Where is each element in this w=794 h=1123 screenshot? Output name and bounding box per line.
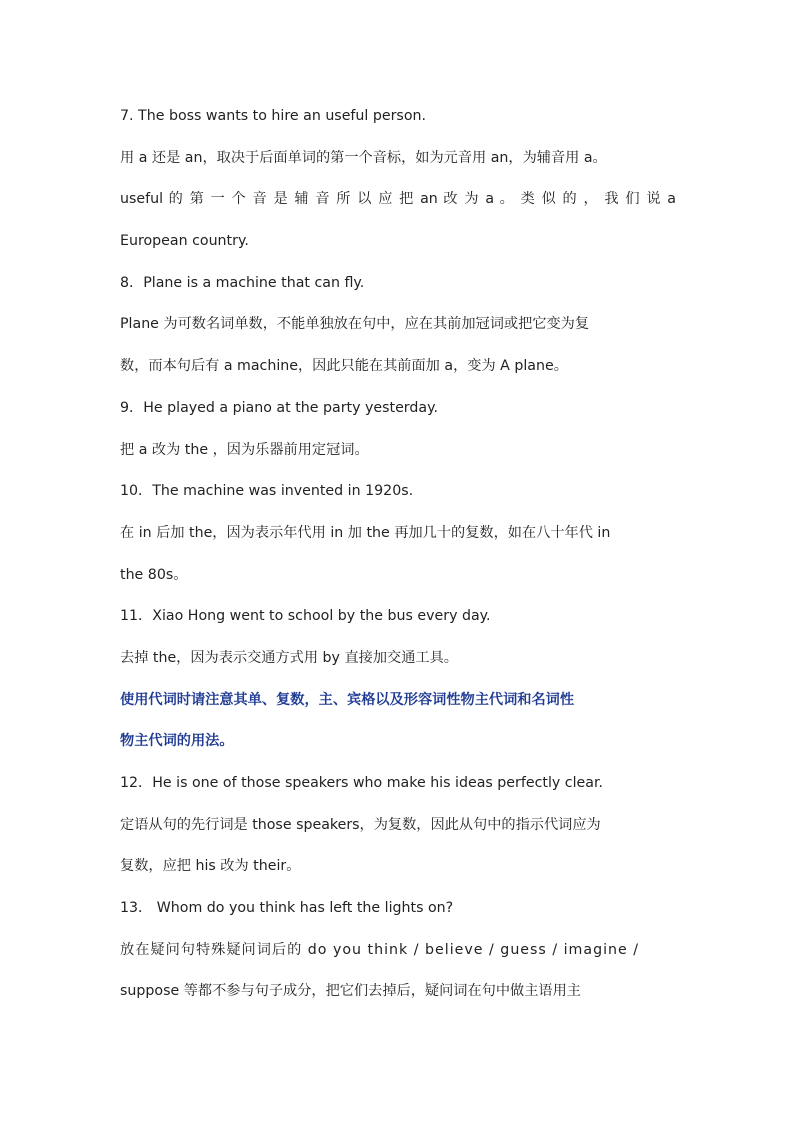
explanation-7-line-2: useful 的 第 一 个 音 是 辅 音 所 以 应 把 an 改 为 a 。 类 似 的 ， 我 们 说 a	[120, 191, 676, 208]
question-9: 9．He played a piano at the party yesterday.	[120, 399, 438, 416]
question-7: 7. The boss wants to hire an useful person.	[120, 108, 427, 124]
explanation-11: 去掉 the，因为表示交通方式用 by 直接加交通工具。	[120, 649, 458, 666]
explanation-13-line-2: suppose 等都不参与句子成分，把它们去掉后，疑问词在句中做主语用主	[120, 983, 581, 1000]
explanation-12-line-1: 定语从句的先行词是 those speakers，为复数，因此从句中的指示代词应为	[120, 816, 601, 833]
explanation-9: 把 a 改为 the ，因为乐器前用定冠词。	[120, 441, 369, 458]
question-13: 13． Whom do you think has left the lights on?	[120, 900, 454, 917]
question-12: 12．He is one of those speakers who make his ideas perfectly clear.	[120, 775, 604, 791]
question-11: 11．Xiao Hong went to school by the bus every day.	[120, 608, 491, 625]
explanation-8-line-1: Plane 为可数名词单数，不能单独放在句中，应在其前加冠词或把它变为复	[120, 316, 590, 333]
question-8: 8．Plane is a machine that can fly.	[120, 274, 365, 291]
explanation-7-line-3: European country.	[120, 233, 249, 250]
explanation-10-line-2: the 80s。	[120, 566, 188, 583]
section-heading-line-2: 物主代词的用法。	[120, 733, 234, 750]
explanation-10-line-1: 在 in 后加 the，因为表示年代用 in 加 the 再加几十的复数，如在八十年代 in	[120, 524, 611, 541]
explanation-7-line-1: 用 a 还是 an，取决于后面单词的第一个音标，如为元音用 an，为辅音用 a。	[120, 149, 607, 166]
question-10: 10．The machine was invented in 1920s.	[120, 483, 414, 500]
explanation-12-line-2: 复数，应把 his 改为 their。	[120, 858, 301, 875]
document-page	[120, 96, 676, 1013]
section-heading-line-1: 使用代词时请注意其单、复数，主、宾格以及形容词性物主代词和名词性	[120, 691, 575, 708]
explanation-8-line-2: 数，而本句后有 a machine，因此只能在其前面加 a，变为 A plane。	[120, 358, 568, 375]
explanation-13-line-1: 放在疑问句特殊疑问词后的 do you think / believe / guess / imagine /	[120, 941, 640, 958]
